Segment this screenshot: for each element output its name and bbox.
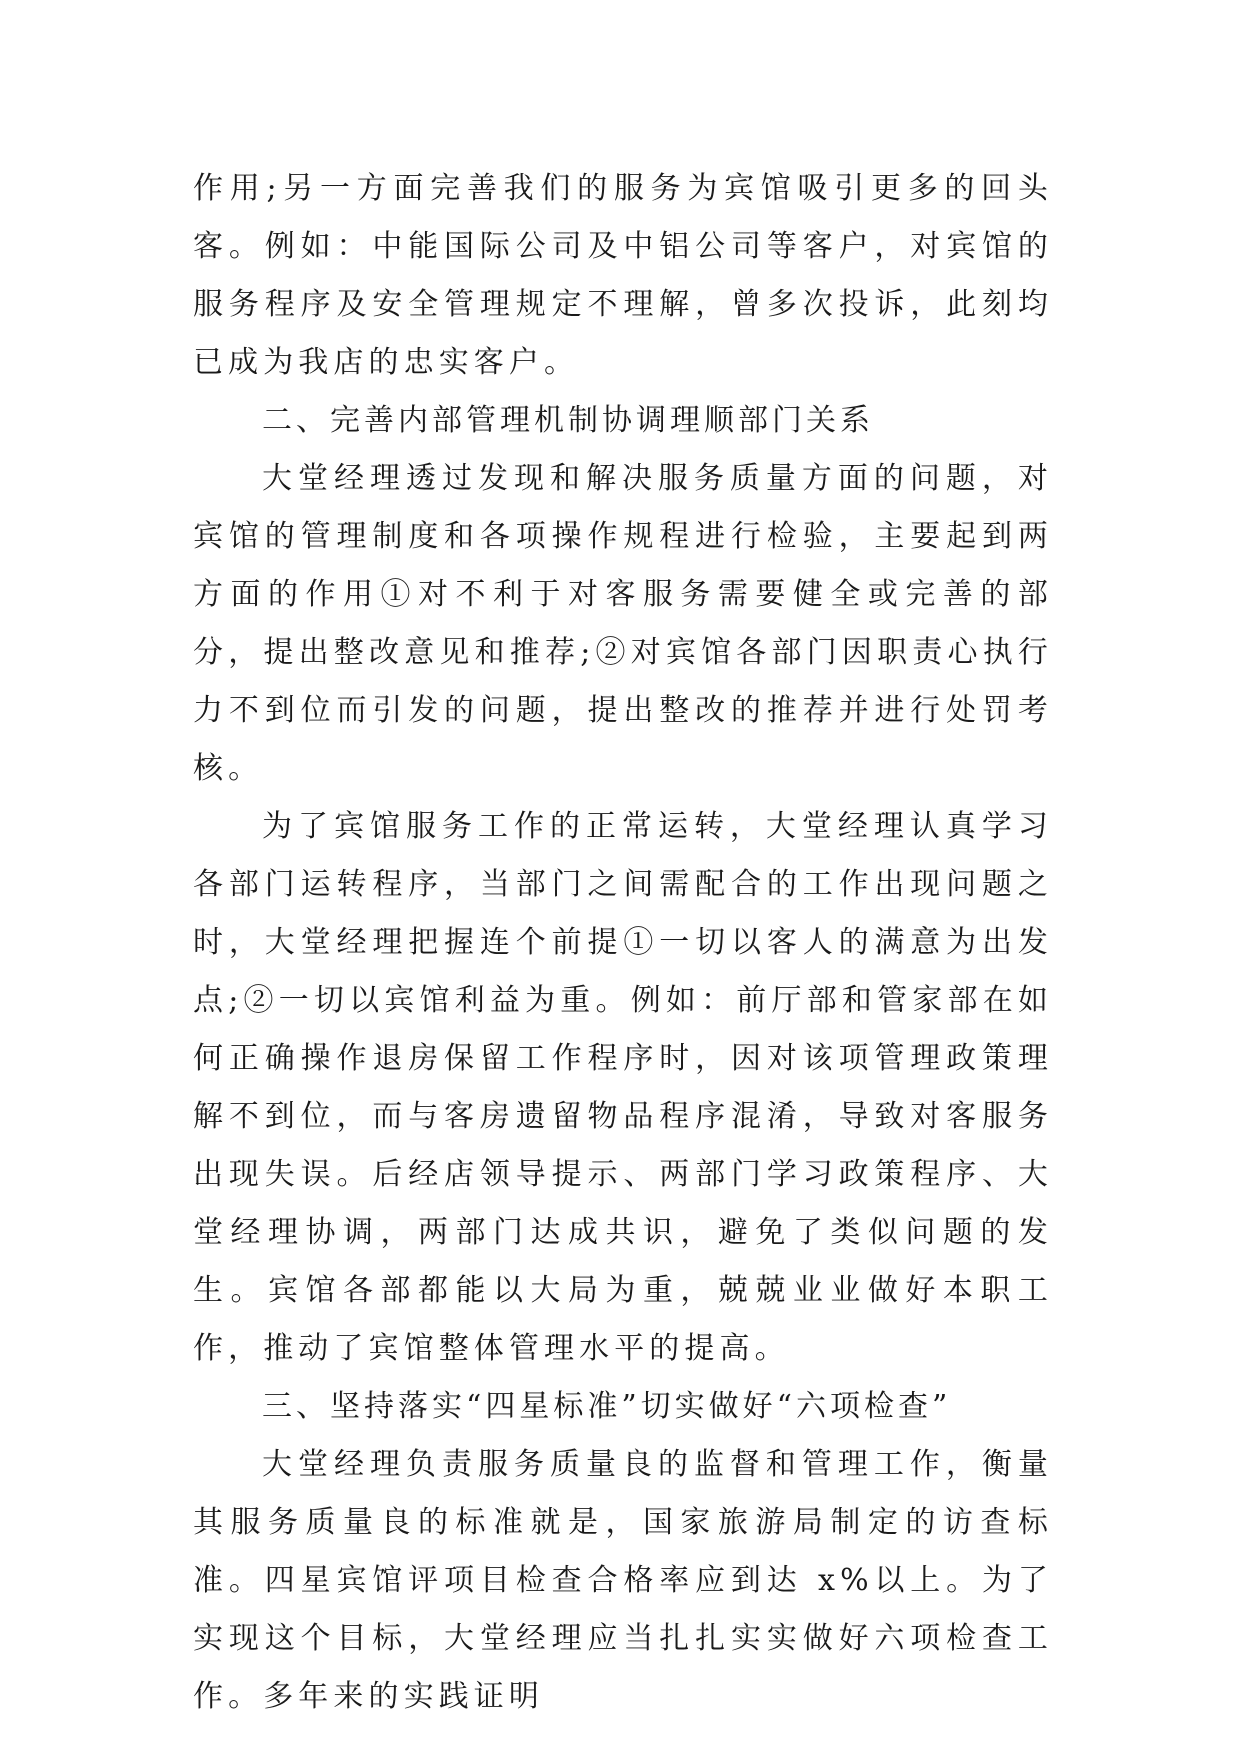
paragraph-management-review: 大堂经理透过发现和解决服务质量方面的问题，对宾馆的管理制度和各项操作规程进行检验，主要起到两方面的作用①对不利于对客服务需要健全或完善的部分，提出整改意见和推荐;②对宾馆各部门因职责心执行力不到位而引发的问题，提出整改的推荐并进行处罚考核。 bbox=[193, 461, 1053, 786]
section-heading-3: 三、坚持落实“四星标准”切实做好“六项检查” bbox=[262, 1389, 952, 1424]
paragraph-department-coordination: 为了宾馆服务工作的正常运转，大堂经理认真学习各部门运转程序，当部门之间需配合的工作出现问题之时，大堂经理把握连个前提①一切以客人的满意为出发点;②一切以宾馆利益为重。例如：前厅部和管家部在如何正确操作退房保留工作程序时，因对该项管理政策理解不到位，而与客房遗留物品程序混淆，导致对客服务出现失误。后经店领导提示、两部门学习政策程序、大堂经理协调，两部门达成共识，避免了类似问题的发生。宾馆各部都能以大局为重，兢兢业业做好本职工作，推动了宾馆整体管理水平的提高。 bbox=[193, 809, 1053, 1366]
paragraph-quality-standards: 大堂经理负责服务质量良的监督和管理工作，衡量其服务质量良的标准就是，国家旅游局制定的访查标准。四星宾馆评项目检查合格率应到达 x%以上。为了实现这个目标，大堂经理应当扎扎实实做好六项检查工作。多年来的实践证明 bbox=[193, 1447, 1053, 1714]
section-heading-2: 二、完善内部管理机制协调理顺部门关系 bbox=[262, 403, 874, 438]
document-body bbox=[193, 160, 1053, 1726]
paragraph-continued: 作用;另一方面完善我们的服务为宾馆吸引更多的回头客。例如：中能国际公司及中铝公司等客户，对宾馆的服务程序及安全管理规定不理解，曾多次投诉，此刻均已成为我店的忠实客户。 bbox=[193, 171, 1053, 380]
